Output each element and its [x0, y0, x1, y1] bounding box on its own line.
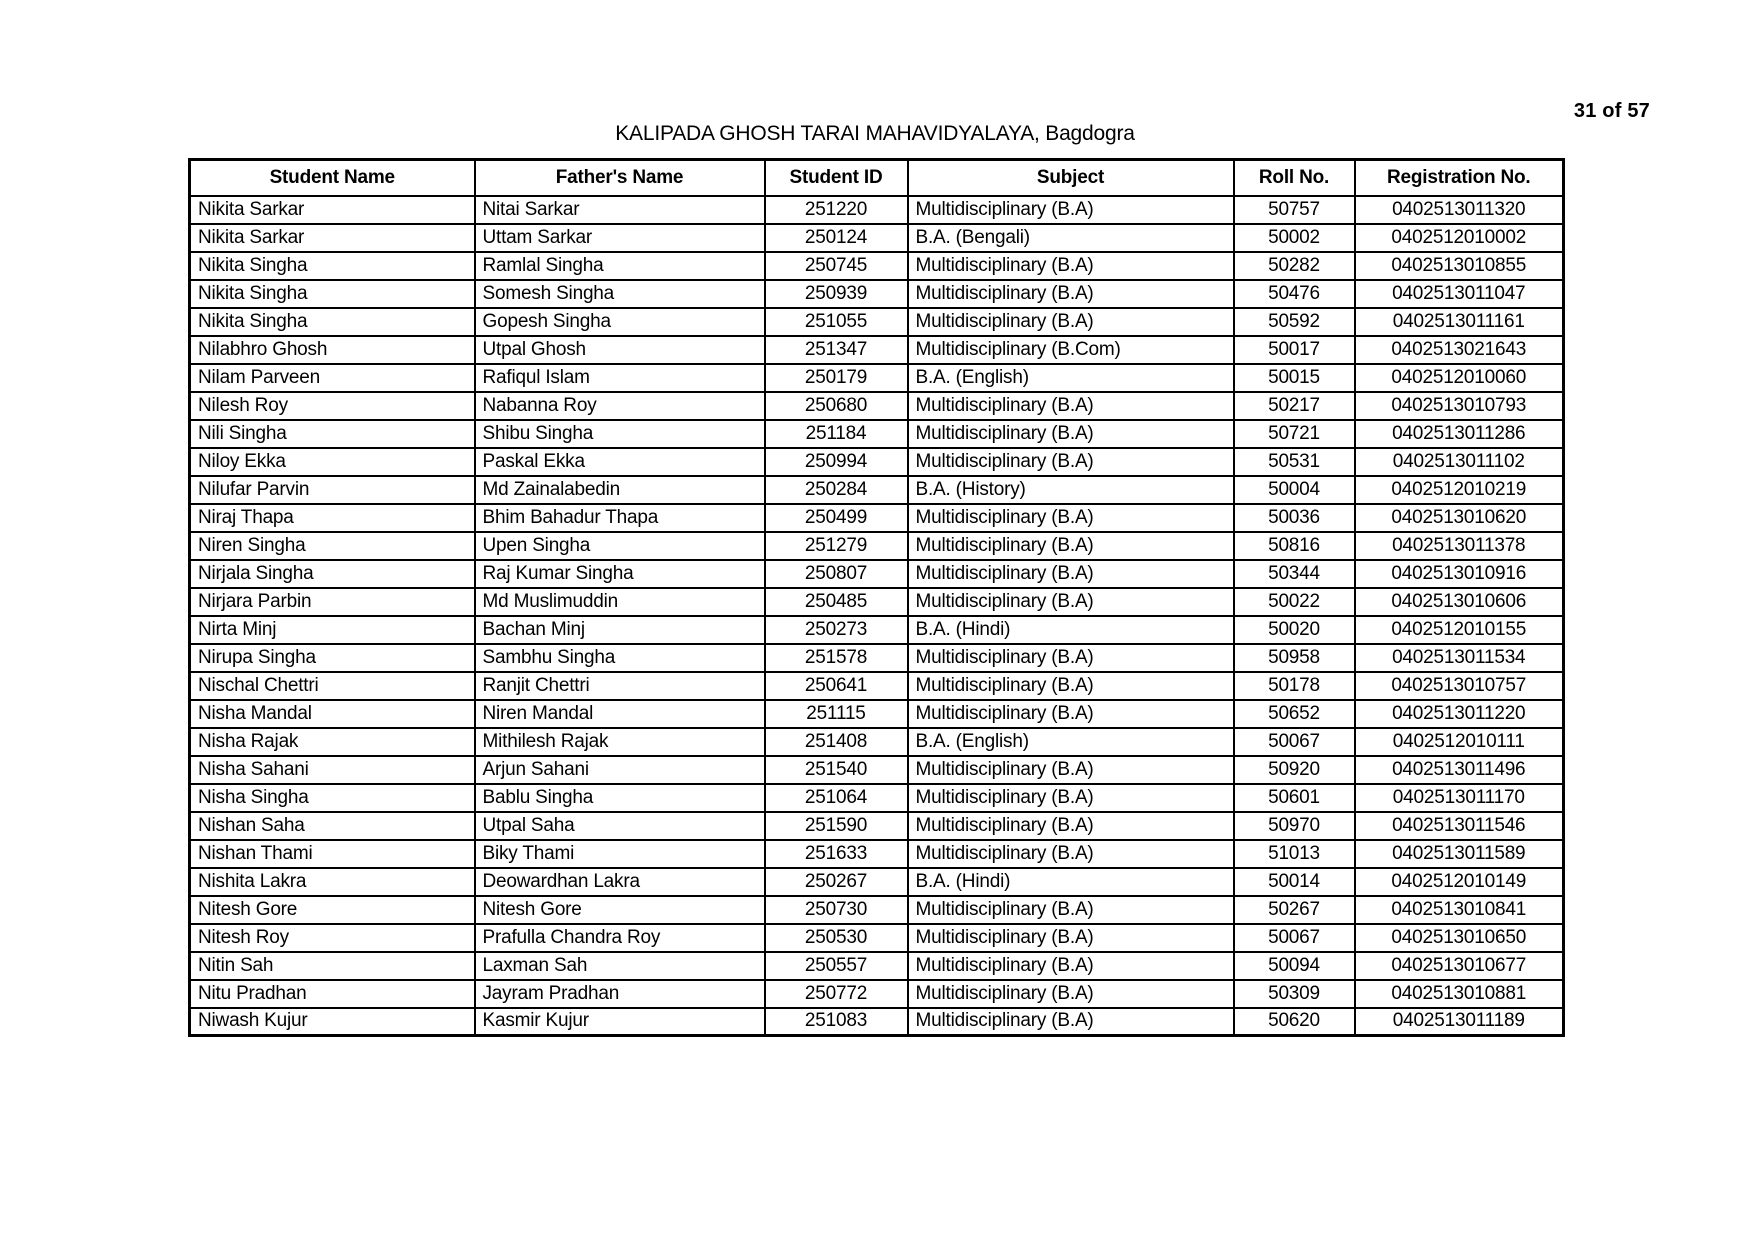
cell-subject: Multidisciplinary (B.A) [908, 700, 1234, 728]
cell-student-id: 250772 [765, 980, 908, 1008]
cell-student-name: Nirta Minj [190, 616, 475, 644]
cell-subject: Multidisciplinary (B.A) [908, 560, 1234, 588]
cell-roll-no: 50022 [1234, 588, 1355, 616]
cell-student-id: 250994 [765, 448, 908, 476]
table-row [190, 868, 1564, 896]
cell-roll-no: 50002 [1234, 224, 1355, 252]
cell-student-id: 251220 [765, 196, 908, 224]
cell-student-name: Nishita Lakra [190, 868, 475, 896]
student-table [188, 158, 1565, 1037]
cell-student-id: 251408 [765, 728, 908, 756]
cell-registration-no: 0402513010620 [1355, 504, 1564, 532]
table-row [190, 812, 1564, 840]
cell-fathers-name: Nitesh Gore [475, 896, 765, 924]
cell-roll-no: 50620 [1234, 1008, 1355, 1036]
table-row [190, 896, 1564, 924]
cell-roll-no: 50267 [1234, 896, 1355, 924]
column-header-fathers-name: Father's Name [475, 160, 765, 196]
cell-registration-no: 0402513011170 [1355, 784, 1564, 812]
cell-subject: B.A. (Hindi) [908, 616, 1234, 644]
cell-fathers-name: Bachan Minj [475, 616, 765, 644]
cell-subject: Multidisciplinary (B.A) [908, 644, 1234, 672]
cell-roll-no: 50020 [1234, 616, 1355, 644]
cell-student-id: 251064 [765, 784, 908, 812]
cell-fathers-name: Bablu Singha [475, 784, 765, 812]
cell-student-id: 251633 [765, 840, 908, 868]
cell-student-name: Nikita Sarkar [190, 196, 475, 224]
cell-student-id: 250499 [765, 504, 908, 532]
cell-student-name: Nirupa Singha [190, 644, 475, 672]
cell-fathers-name: Jayram Pradhan [475, 980, 765, 1008]
cell-roll-no: 50476 [1234, 280, 1355, 308]
table-row [190, 588, 1564, 616]
cell-roll-no: 50178 [1234, 672, 1355, 700]
table-row [190, 644, 1564, 672]
cell-fathers-name: Uttam Sarkar [475, 224, 765, 252]
cell-subject: Multidisciplinary (B.A) [908, 392, 1234, 420]
cell-fathers-name: Ramlal Singha [475, 252, 765, 280]
table-row [190, 560, 1564, 588]
cell-student-name: Nirjara Parbin [190, 588, 475, 616]
cell-student-name: Nitin Sah [190, 952, 475, 980]
cell-student-id: 250730 [765, 896, 908, 924]
cell-student-id: 250179 [765, 364, 908, 392]
cell-registration-no: 0402513011589 [1355, 840, 1564, 868]
cell-fathers-name: Raj Kumar Singha [475, 560, 765, 588]
page-indicator: 31 of 57 [1573, 100, 1650, 122]
cell-registration-no: 0402513010677 [1355, 952, 1564, 980]
table-row [190, 364, 1564, 392]
cell-registration-no: 0402513021643 [1355, 336, 1564, 364]
table-row [190, 224, 1564, 252]
cell-student-name: Nishan Thami [190, 840, 475, 868]
cell-fathers-name: Somesh Singha [475, 280, 765, 308]
cell-roll-no: 50004 [1234, 476, 1355, 504]
cell-roll-no: 50344 [1234, 560, 1355, 588]
table-row [190, 476, 1564, 504]
cell-student-id: 250557 [765, 952, 908, 980]
cell-fathers-name: Sambhu Singha [475, 644, 765, 672]
table-row [190, 532, 1564, 560]
table-row [190, 784, 1564, 812]
cell-subject: Multidisciplinary (B.A) [908, 308, 1234, 336]
cell-registration-no: 0402513011286 [1355, 420, 1564, 448]
table-row [190, 700, 1564, 728]
cell-fathers-name: Upen Singha [475, 532, 765, 560]
cell-registration-no: 0402513010881 [1355, 980, 1564, 1008]
cell-subject: Multidisciplinary (B.A) [908, 756, 1234, 784]
cell-student-name: Nilufar Parvin [190, 476, 475, 504]
cell-fathers-name: Nitai Sarkar [475, 196, 765, 224]
cell-subject: Multidisciplinary (B.A) [908, 784, 1234, 812]
cell-roll-no: 50036 [1234, 504, 1355, 532]
cell-student-name: Nirjala Singha [190, 560, 475, 588]
cell-subject: Multidisciplinary (B.A) [908, 196, 1234, 224]
cell-registration-no: 0402513011220 [1355, 700, 1564, 728]
cell-student-id: 251083 [765, 1008, 908, 1036]
cell-student-name: Nitesh Roy [190, 924, 475, 952]
cell-subject: Multidisciplinary (B.A) [908, 924, 1234, 952]
cell-student-id: 251347 [765, 336, 908, 364]
cell-subject: Multidisciplinary (B.A) [908, 896, 1234, 924]
cell-registration-no: 0402513011378 [1355, 532, 1564, 560]
cell-fathers-name: Biky Thami [475, 840, 765, 868]
cell-student-id: 250124 [765, 224, 908, 252]
cell-roll-no: 50067 [1234, 924, 1355, 952]
cell-subject: Multidisciplinary (B.A) [908, 812, 1234, 840]
cell-student-name: Niwash Kujur [190, 1008, 475, 1036]
cell-student-name: Nisha Singha [190, 784, 475, 812]
cell-student-id: 250485 [765, 588, 908, 616]
cell-roll-no: 50757 [1234, 196, 1355, 224]
cell-fathers-name: Deowardhan Lakra [475, 868, 765, 896]
table-row [190, 392, 1564, 420]
cell-fathers-name: Ranjit Chettri [475, 672, 765, 700]
column-header-subject: Subject [908, 160, 1234, 196]
cell-registration-no: 0402512010149 [1355, 868, 1564, 896]
table-row [190, 196, 1564, 224]
cell-fathers-name: Md Zainalabedin [475, 476, 765, 504]
cell-student-name: Nikita Singha [190, 252, 475, 280]
cell-student-id: 251578 [765, 644, 908, 672]
cell-student-name: Nitesh Gore [190, 896, 475, 924]
cell-fathers-name: Rafiqul Islam [475, 364, 765, 392]
cell-subject: Multidisciplinary (B.A) [908, 980, 1234, 1008]
cell-subject: Multidisciplinary (B.A) [908, 252, 1234, 280]
column-header-registration-no: Registration No. [1355, 160, 1564, 196]
cell-student-id: 250745 [765, 252, 908, 280]
cell-subject: Multidisciplinary (B.A) [908, 532, 1234, 560]
cell-roll-no: 50601 [1234, 784, 1355, 812]
cell-student-id: 250530 [765, 924, 908, 952]
cell-roll-no: 50721 [1234, 420, 1355, 448]
table-row [190, 420, 1564, 448]
cell-fathers-name: Md Muslimuddin [475, 588, 765, 616]
cell-student-id: 251590 [765, 812, 908, 840]
cell-student-id: 250641 [765, 672, 908, 700]
table-header-row [190, 160, 1564, 196]
cell-subject: Multidisciplinary (B.A) [908, 672, 1234, 700]
cell-registration-no: 0402513010606 [1355, 588, 1564, 616]
cell-roll-no: 50970 [1234, 812, 1355, 840]
cell-roll-no: 50015 [1234, 364, 1355, 392]
cell-roll-no: 50094 [1234, 952, 1355, 980]
table-row [190, 924, 1564, 952]
cell-registration-no: 0402513010757 [1355, 672, 1564, 700]
cell-registration-no: 0402512010219 [1355, 476, 1564, 504]
cell-subject: Multidisciplinary (B.A) [908, 588, 1234, 616]
table-row [190, 336, 1564, 364]
table-row [190, 672, 1564, 700]
cell-fathers-name: Nabanna Roy [475, 392, 765, 420]
cell-registration-no: 0402513010855 [1355, 252, 1564, 280]
cell-student-name: Nilam Parveen [190, 364, 475, 392]
cell-student-name: Nilesh Roy [190, 392, 475, 420]
cell-fathers-name: Gopesh Singha [475, 308, 765, 336]
column-header-student-id: Student ID [765, 160, 908, 196]
cell-roll-no: 50217 [1234, 392, 1355, 420]
cell-student-id: 251055 [765, 308, 908, 336]
column-header-roll-no: Roll No. [1234, 160, 1355, 196]
cell-roll-no: 50958 [1234, 644, 1355, 672]
cell-student-name: Nishan Saha [190, 812, 475, 840]
cell-fathers-name: Prafulla Chandra Roy [475, 924, 765, 952]
cell-subject: B.A. (History) [908, 476, 1234, 504]
cell-registration-no: 0402513010793 [1355, 392, 1564, 420]
cell-roll-no: 50017 [1234, 336, 1355, 364]
table-row [190, 980, 1564, 1008]
cell-fathers-name: Bhim Bahadur Thapa [475, 504, 765, 532]
cell-registration-no: 0402513011546 [1355, 812, 1564, 840]
table-row [190, 448, 1564, 476]
table-body [190, 196, 1564, 1036]
cell-roll-no: 50816 [1234, 532, 1355, 560]
cell-registration-no: 0402512010002 [1355, 224, 1564, 252]
cell-registration-no: 0402512010111 [1355, 728, 1564, 756]
table-row [190, 952, 1564, 980]
cell-student-name: Nisha Sahani [190, 756, 475, 784]
table-row [190, 840, 1564, 868]
cell-fathers-name: Utpal Ghosh [475, 336, 765, 364]
cell-student-name: Nikita Singha [190, 308, 475, 336]
cell-roll-no: 50282 [1234, 252, 1355, 280]
cell-fathers-name: Shibu Singha [475, 420, 765, 448]
cell-student-name: Niloy Ekka [190, 448, 475, 476]
cell-roll-no: 50067 [1234, 728, 1355, 756]
cell-student-name: Niraj Thapa [190, 504, 475, 532]
cell-fathers-name: Niren Mandal [475, 700, 765, 728]
cell-fathers-name: Utpal Saha [475, 812, 765, 840]
cell-fathers-name: Laxman Sah [475, 952, 765, 980]
cell-roll-no: 51013 [1234, 840, 1355, 868]
cell-subject: Multidisciplinary (B.A) [908, 1008, 1234, 1036]
cell-subject: Multidisciplinary (B.A) [908, 280, 1234, 308]
cell-student-id: 250939 [765, 280, 908, 308]
cell-student-name: Nisha Mandal [190, 700, 475, 728]
cell-roll-no: 50531 [1234, 448, 1355, 476]
table-row [190, 1008, 1564, 1036]
table-row [190, 308, 1564, 336]
page-title: KALIPADA GHOSH TARAI MAHAVIDYALAYA, Bagdogra [615, 122, 1135, 145]
cell-subject: B.A. (English) [908, 364, 1234, 392]
table-row [190, 280, 1564, 308]
cell-student-name: Nikita Sarkar [190, 224, 475, 252]
cell-student-id: 250284 [765, 476, 908, 504]
cell-registration-no: 0402513011047 [1355, 280, 1564, 308]
table-row [190, 616, 1564, 644]
cell-student-name: Nischal Chettri [190, 672, 475, 700]
cell-student-id: 251115 [765, 700, 908, 728]
cell-student-name: Nisha Rajak [190, 728, 475, 756]
cell-subject: Multidisciplinary (B.A) [908, 840, 1234, 868]
cell-student-name: Nili Singha [190, 420, 475, 448]
cell-student-id: 250807 [765, 560, 908, 588]
cell-registration-no: 0402513011496 [1355, 756, 1564, 784]
table-row [190, 756, 1564, 784]
cell-subject: Multidisciplinary (B.A) [908, 504, 1234, 532]
cell-subject: B.A. (Bengali) [908, 224, 1234, 252]
cell-student-id: 250680 [765, 392, 908, 420]
cell-registration-no: 0402512010060 [1355, 364, 1564, 392]
cell-subject: Multidisciplinary (B.A) [908, 448, 1234, 476]
cell-registration-no: 0402513011534 [1355, 644, 1564, 672]
cell-registration-no: 0402513011189 [1355, 1008, 1564, 1036]
cell-subject: Multidisciplinary (B.Com) [908, 336, 1234, 364]
cell-registration-no: 0402513010841 [1355, 896, 1564, 924]
cell-student-id: 251184 [765, 420, 908, 448]
cell-student-id: 250273 [765, 616, 908, 644]
cell-student-name: Niren Singha [190, 532, 475, 560]
cell-student-name: Nitu Pradhan [190, 980, 475, 1008]
cell-fathers-name: Arjun Sahani [475, 756, 765, 784]
cell-subject: B.A. (Hindi) [908, 868, 1234, 896]
table-row [190, 504, 1564, 532]
cell-registration-no: 0402513011161 [1355, 308, 1564, 336]
cell-fathers-name: Mithilesh Rajak [475, 728, 765, 756]
cell-registration-no: 0402513010916 [1355, 560, 1564, 588]
cell-fathers-name: Kasmir Kujur [475, 1008, 765, 1036]
cell-student-name: Nikita Singha [190, 280, 475, 308]
cell-fathers-name: Paskal Ekka [475, 448, 765, 476]
cell-subject: Multidisciplinary (B.A) [908, 420, 1234, 448]
cell-student-id: 250267 [765, 868, 908, 896]
cell-roll-no: 50309 [1234, 980, 1355, 1008]
cell-roll-no: 50014 [1234, 868, 1355, 896]
cell-roll-no: 50652 [1234, 700, 1355, 728]
cell-registration-no: 0402513011102 [1355, 448, 1564, 476]
cell-student-id: 251540 [765, 756, 908, 784]
table-row [190, 252, 1564, 280]
column-header-student-name: Student Name [190, 160, 475, 196]
table-row [190, 728, 1564, 756]
cell-registration-no: 0402513011320 [1355, 196, 1564, 224]
cell-student-id: 251279 [765, 532, 908, 560]
cell-student-name: Nilabhro Ghosh [190, 336, 475, 364]
cell-registration-no: 0402513010650 [1355, 924, 1564, 952]
cell-subject: Multidisciplinary (B.A) [908, 952, 1234, 980]
cell-roll-no: 50920 [1234, 756, 1355, 784]
cell-subject: B.A. (English) [908, 728, 1234, 756]
cell-registration-no: 0402512010155 [1355, 616, 1564, 644]
cell-roll-no: 50592 [1234, 308, 1355, 336]
